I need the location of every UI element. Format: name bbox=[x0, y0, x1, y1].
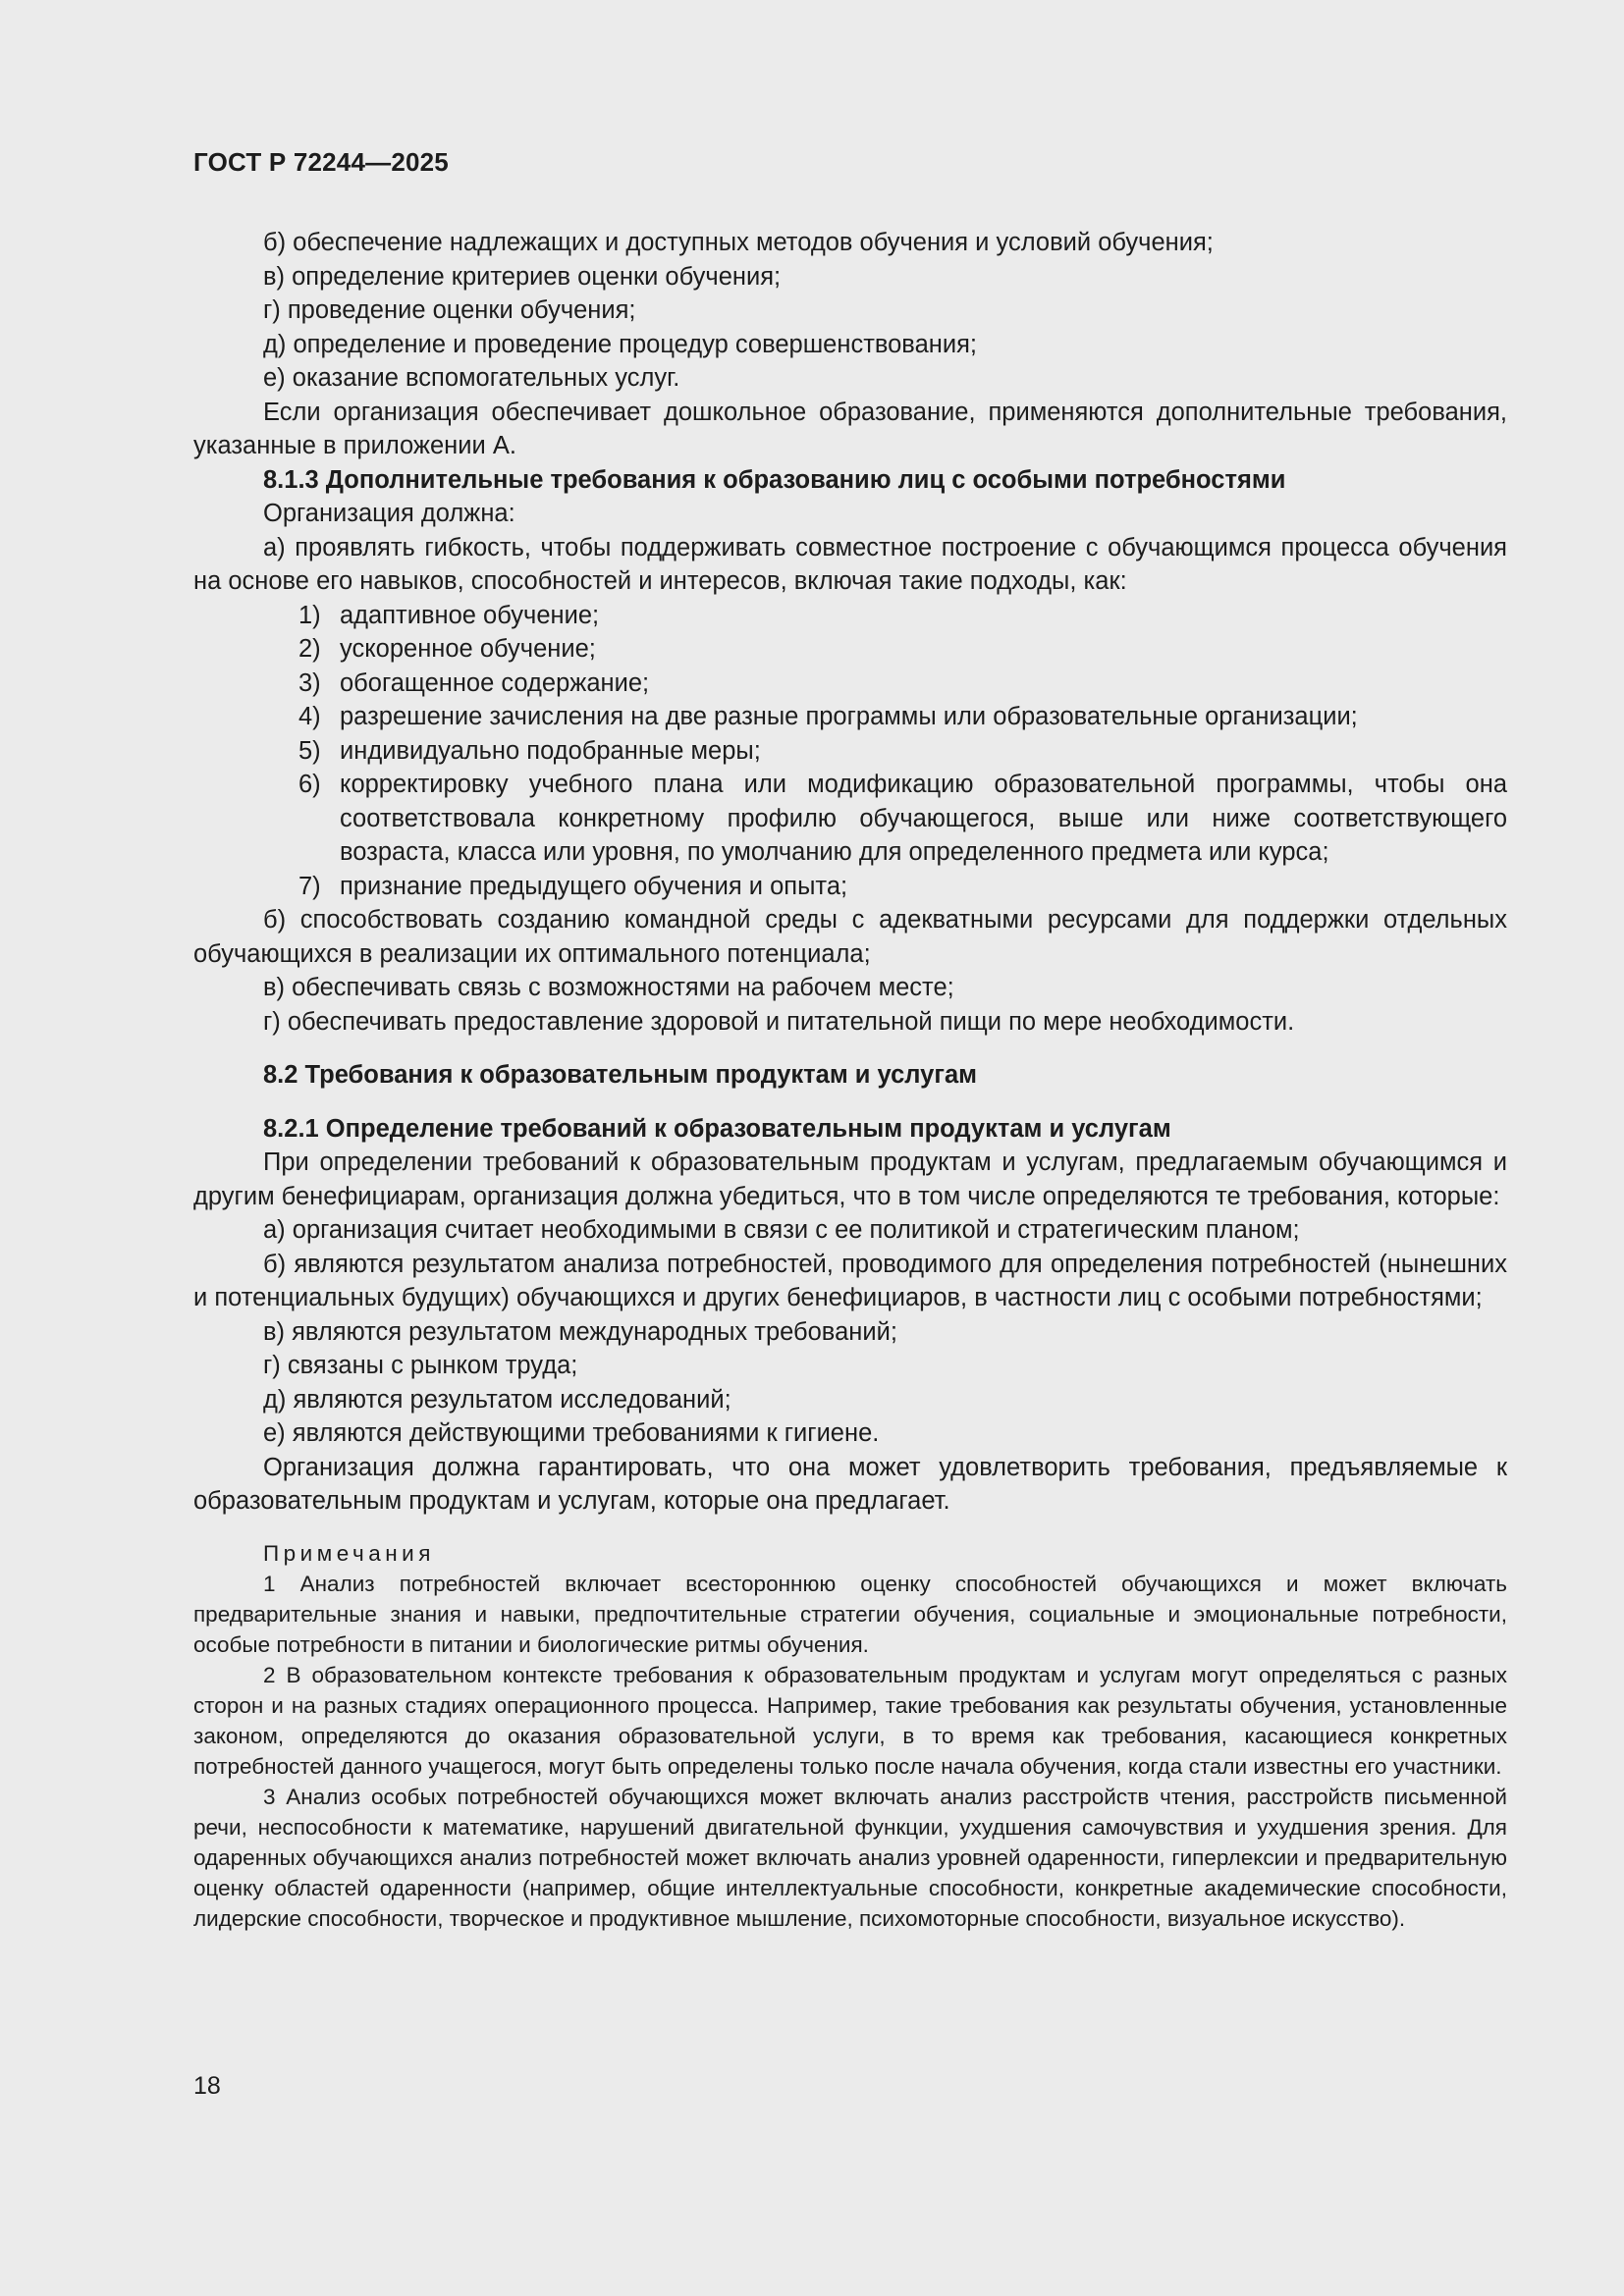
list-item: а) организация считает необходимыми в связи с ее политикой и стратегическим планом; bbox=[263, 1216, 1300, 1244]
numbered-list-item bbox=[193, 768, 1507, 870]
section-heading: 8.2 Требования к образовательным продуктам и услугам bbox=[263, 1061, 977, 1089]
paragraph: б) способствовать созданию командной среды с адекватными ресурсами для поддержки отдельных обучающихся в реализации их оптимального потенциала; bbox=[193, 906, 1507, 968]
list-item-text: корректировку учебного плана или модификацию образовательной программы, чтобы она соответствовала конкретному профилю обучающегося, выше или ниже соответствующего возраста, класса или уровня, по умолчанию для определенного предмета или курса; bbox=[340, 771, 1507, 866]
list-item-text: ускоренное обучение; bbox=[340, 635, 596, 663]
list-item: г) проведение оценки обучения; bbox=[263, 296, 636, 324]
numbered-list-item bbox=[193, 599, 1507, 633]
list-item: в) определение критериев оценки обучения; bbox=[263, 262, 782, 291]
list-item-number: 6) bbox=[298, 771, 321, 798]
list-item: д) определение и проведение процедур совершенствования; bbox=[263, 330, 977, 358]
note-item: 1 Анализ потребностей включает всестороннюю оценку способностей обучающихся и может включать предварительные знания и навыки, предпочтительные стратегии обучения, социальные и эмоциональные потребности, особые потребности в питании и биологические ритмы обучения. bbox=[193, 1571, 1507, 1657]
list-item-number: 5) bbox=[298, 736, 321, 765]
document-body bbox=[193, 226, 1507, 1934]
numbered-list-item bbox=[193, 734, 1507, 769]
note-item: 3 Анализ особых потребностей обучающихся может включать анализ расстройств чтения, расстройств письменной речи, неспособности к математике, нарушений двигательной функции, ухудшения самочувствия и ухудшения зрения. Для одаренных обучающихся анализ потребностей может включать анализ уровней одаренности, гиперлексии и предварительную оценку областей одаренности (например, общие интеллектуальные способности, конкретные академические способности, лидерские способности, творческое и продуктивное мышление, психомоторные способности, визуальное искусство). bbox=[193, 1784, 1507, 1931]
list-item: е) являются действующими требованиями к гигиене. bbox=[263, 1419, 880, 1447]
list-item-text: признание предыдущего обучения и опыта; bbox=[340, 872, 848, 900]
paragraph: а) проявлять гибкость, чтобы поддерживать совместное построение с обучающимся процесса обучения на основе его навыков, способностей и интересов, включая такие подходы, как: bbox=[193, 533, 1507, 595]
paragraph: При определении требований к образовательным продуктам и услугам, предлагаемым обучающимся и другим бенефициарам, организация должна убедиться, что в том числе определяются те требования, которые: bbox=[193, 1148, 1507, 1210]
section-heading: 8.2.1 Определение требований к образовательным продуктам и услугам bbox=[263, 1114, 1171, 1143]
paragraph: Если организация обеспечивает дошкольное образование, применяются дополнительные требования, указанные в приложении А. bbox=[193, 398, 1507, 459]
paragraph: б) являются результатом анализа потребностей, проводимого для определения потребностей (нынешних и потенциальных будущих) обучающихся и других бенефициаров, в частности лиц с особыми потребностями; bbox=[193, 1250, 1507, 1311]
list-item-number: 3) bbox=[298, 668, 321, 697]
notes-section bbox=[193, 1538, 1507, 1934]
list-item-number: 2) bbox=[298, 635, 321, 663]
list-item: в) обеспечивать связь с возможностями на рабочем месте; bbox=[263, 974, 954, 1001]
notes-heading: Примечания bbox=[263, 1540, 435, 1566]
list-item: б) обеспечение надлежащих и доступных методов обучения и условий обучения; bbox=[263, 229, 1214, 256]
numbered-list-item bbox=[193, 700, 1507, 734]
list-item: г) обеспечивать предоставление здоровой и питательной пищи по мере необходимости. bbox=[263, 1007, 1295, 1036]
numbered-list-item bbox=[193, 870, 1507, 904]
numbered-list-item bbox=[193, 667, 1507, 701]
list-item: д) являются результатом исследований; bbox=[263, 1385, 731, 1414]
list-item-text: адаптивное обучение; bbox=[340, 601, 600, 629]
list-item: Организация должна: bbox=[263, 500, 515, 527]
document-header: ГОСТ Р 72244—2025 bbox=[193, 147, 449, 177]
page-number: 18 bbox=[193, 2072, 221, 2100]
list-item-text: разрешение зачисления на две разные программы или образовательные организации; bbox=[340, 703, 1358, 730]
note-item: 2 В образовательном контексте требования к образовательным продуктам и услугам могут определяться с разных сторон и на разных стадиях операционного процесса. Например, такие требования как результаты обучения, установленные законом, определяются до оказания образовательной услуги, в то время как требования, касающиеся конкретных потребностей данного учащегося, могут быть определены только после начала обучения, когда стали известны его участники. bbox=[193, 1662, 1507, 1779]
list-item: е) оказание вспомогательных услуг. bbox=[263, 364, 680, 392]
section-heading: 8.1.3 Дополнительные требования к образованию лиц с особыми потребностями bbox=[263, 465, 1286, 494]
numbered-list-item bbox=[193, 632, 1507, 667]
list-item: г) связаны с рынком труда; bbox=[263, 1352, 578, 1379]
list-item-text: индивидуально подобранные меры; bbox=[340, 736, 761, 765]
list-item: в) являются результатом международных требований; bbox=[263, 1317, 897, 1346]
list-item-number: 1) bbox=[298, 601, 321, 629]
list-item-text: обогащенное содержание; bbox=[340, 668, 650, 697]
paragraph: Организация должна гарантировать, что она может удовлетворить требования, предъявляемые к образовательным продуктам и услугам, которые она предлагает. bbox=[193, 1453, 1507, 1515]
list-item-number: 4) bbox=[298, 703, 321, 730]
list-item-number: 7) bbox=[298, 872, 321, 900]
